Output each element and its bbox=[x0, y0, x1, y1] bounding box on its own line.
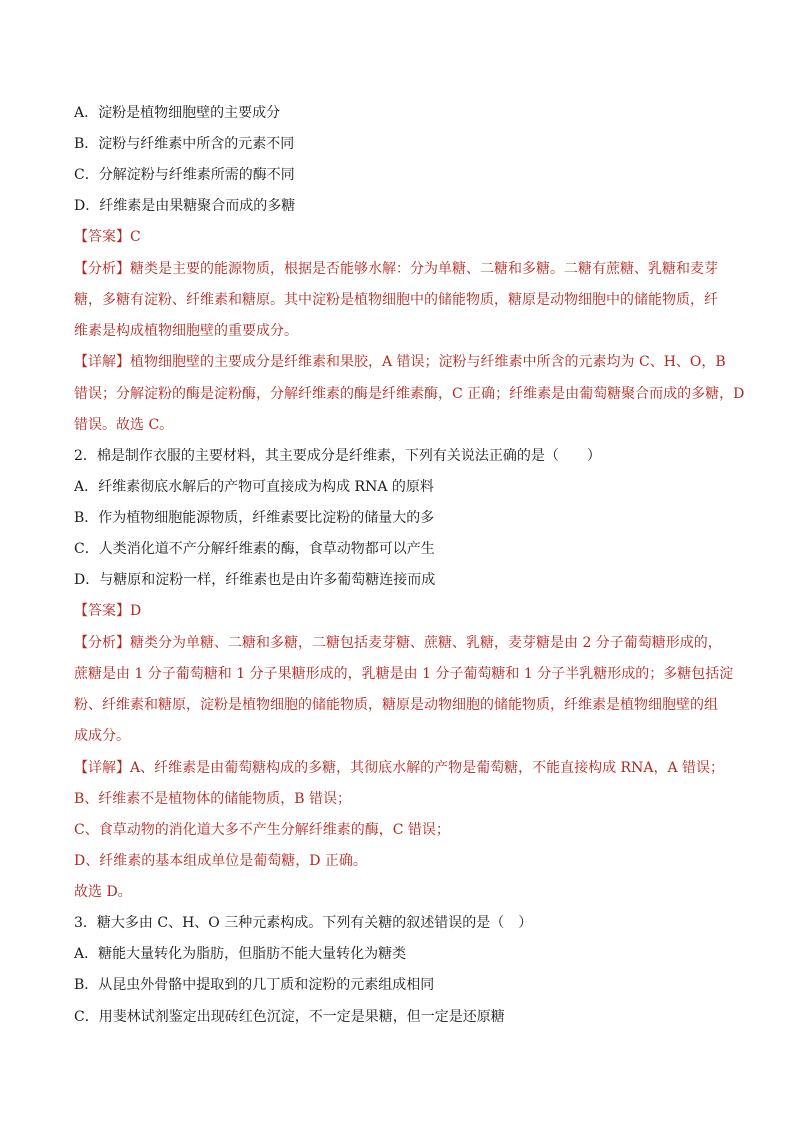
q3-stem: 3．糖大多由 C、H、O 三种元素构成。下列有关糖的叙述错误的是（ ） bbox=[74, 915, 533, 931]
q1-detail-line-3: 错误。故选 C。 bbox=[74, 417, 174, 433]
q2-option-d: D．与糖原和淀粉一样，纤维素也是由许多葡萄糖连接而成 bbox=[74, 572, 436, 588]
q2-analysis-line-2: 蔗糖是由 1 分子葡萄糖和 1 分子果糖形成的，乳糖是由 1 分子葡萄糖和 1 分子半乳糖形成的；多糖包括淀 bbox=[74, 666, 734, 682]
analysis-text: 糖类是主要的能源物质，根据是否能够水解：分为单糖、二糖和多糖。二糖有蔗糖、乳糖和麦芽 bbox=[130, 261, 718, 277]
answer-value: D bbox=[130, 603, 142, 619]
q2-option-b: B．作为植物细胞能源物质，纤维素要比淀粉的储量大的多 bbox=[74, 510, 435, 526]
q1-analysis-line-1 bbox=[74, 259, 742, 279]
q2-stem: 2．棉是制作衣服的主要材料，其主要成分是纤维素，下列有关说法正确的是（ ） bbox=[74, 448, 601, 464]
q3-option-c: C．用斐林试剂鉴定出现砖红色沉淀，不一定是果糖，但一定是还原糖 bbox=[74, 1009, 505, 1025]
analysis-text: 糖类分为单糖、二糖和多糖，二糖包括麦芽糖、蔗糖、乳糖，麦芽糖是由 2 分子葡萄糖形成的， bbox=[130, 635, 722, 651]
q1-option-b: B．淀粉与纤维素中所含的元素不同 bbox=[74, 136, 295, 152]
q1-detail-line-1 bbox=[74, 352, 742, 372]
detail-tag: 【详解】 bbox=[74, 354, 130, 370]
answer-tag: 【答案】 bbox=[74, 229, 130, 245]
q2-analysis-line-1 bbox=[74, 633, 742, 653]
q3-option-a: A．糖能大量转化为脂肪，但脂肪不能大量转化为糖类 bbox=[74, 946, 407, 962]
q1-analysis-line-2: 糖，多糖有淀粉、纤维素和糖原。其中淀粉是植物细胞中的储能物质，糖原是动物细胞中的储能物质，纤 bbox=[74, 292, 718, 308]
q2-option-c: C．人类消化道不产分解纤维素的酶，食草动物都可以产生 bbox=[74, 541, 435, 557]
answer-tag: 【答案】 bbox=[74, 603, 130, 619]
q1-analysis-line-3: 维素是构成植物细胞壁的重要成分。 bbox=[74, 323, 298, 339]
detail-text: A、纤维素是由葡萄糖构成的多糖，其彻底水解的产物是葡萄糖，不能直接构成 RNA，A 错误； bbox=[130, 760, 725, 776]
q2-detail-line-3: C、食草动物的消化道大多不产生分解纤维素的酶，C 错误； bbox=[74, 822, 450, 838]
q2-analysis-line-4: 成成分。 bbox=[74, 728, 130, 744]
q1-detail-line-2: 错误；分解淀粉的酶是淀粉酶，分解纤维素的酶是纤维素酶，C 正确；纤维素是由葡萄糖聚合而成的多糖，D bbox=[74, 386, 745, 402]
q2-option-a: A．纤维素彻底水解后的产物可直接成为构成 RNA 的原料 bbox=[74, 479, 434, 495]
answer-value: C bbox=[130, 229, 141, 245]
q2-detail-line-2: B、纤维素不是植物体的储能物质，B 错误； bbox=[74, 791, 352, 807]
q1-option-a: A．淀粉是植物细胞壁的主要成分 bbox=[74, 105, 281, 121]
q1-option-d: D．纤维素是由果糖聚合而成的多糖 bbox=[74, 198, 296, 214]
q2-analysis-line-3: 粉、纤维素和糖原，淀粉是植物细胞的储能物质，糖原是动物细胞的储能物质，纤维素是植物细胞壁的组 bbox=[74, 697, 718, 713]
q2-conclusion: 故选 D。 bbox=[74, 884, 132, 900]
q3-option-b: B．从昆虫外骨骼中提取到的几丁质和淀粉的元素组成相同 bbox=[74, 977, 435, 993]
detail-text: 植物细胞壁的主要成分是纤维素和果胶，A 错误；淀粉与纤维素中所含的元素均为 C、H、O，B bbox=[130, 354, 726, 370]
analysis-tag: 【分析】 bbox=[74, 635, 130, 651]
detail-tag: 【详解】 bbox=[74, 760, 130, 776]
q1-option-c: C．分解淀粉与纤维素所需的酶不同 bbox=[74, 167, 295, 183]
analysis-tag: 【分析】 bbox=[74, 261, 130, 277]
q1-answer bbox=[74, 227, 742, 247]
q2-answer bbox=[74, 601, 742, 621]
q2-detail-line-4: D、纤维素的基本组成单位是葡萄糖，D 正确。 bbox=[74, 853, 367, 869]
q2-detail-line-1 bbox=[74, 758, 742, 778]
